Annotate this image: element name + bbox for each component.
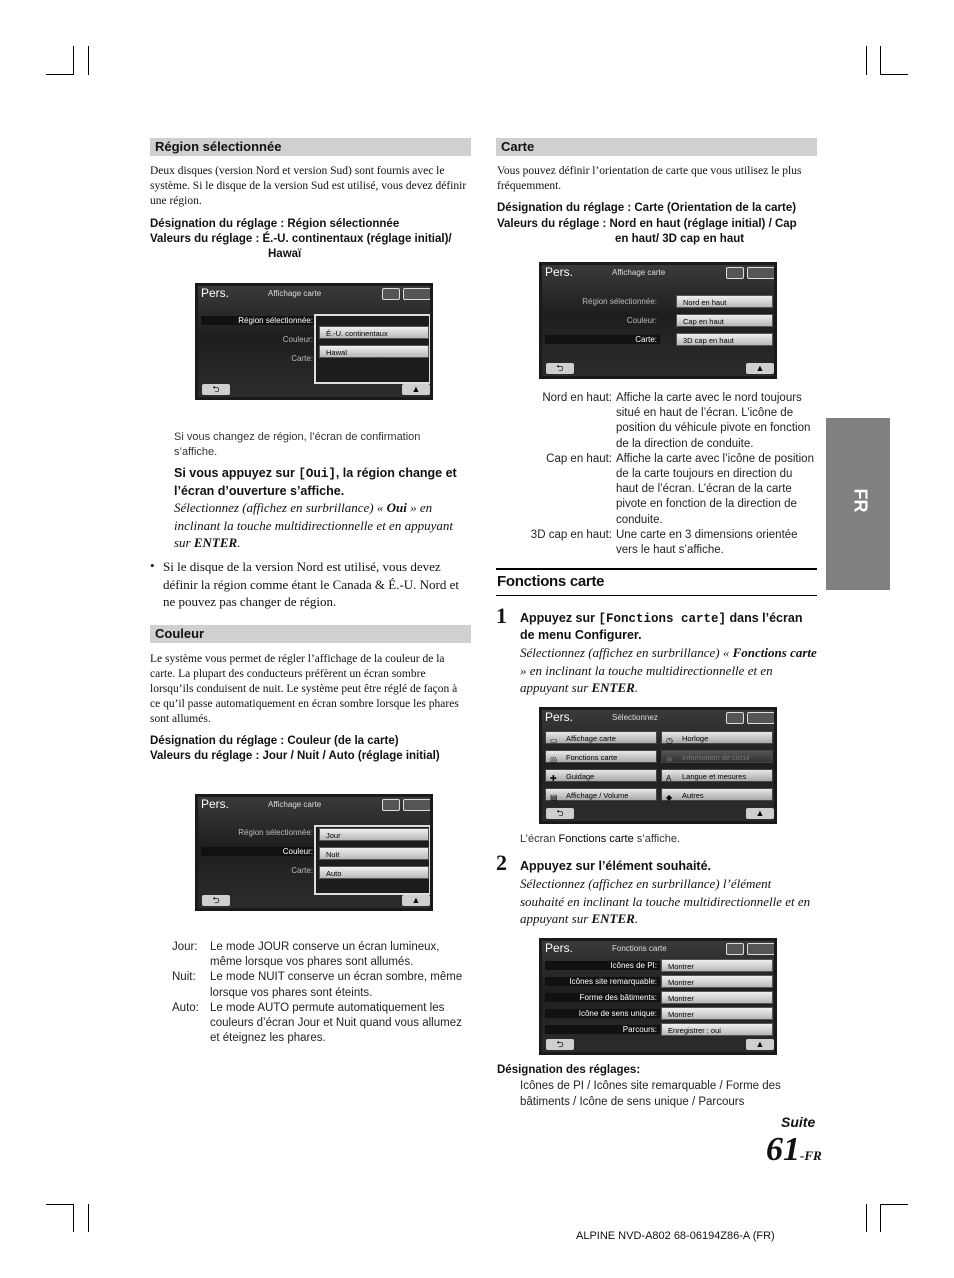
- section-heading-fonctions: Fonctions carte: [497, 573, 605, 590]
- language-icon: A: [666, 774, 672, 783]
- crop-mark: [88, 1204, 89, 1232]
- region-setting-values: Valeurs du réglage : É.-U. continentaux (réglage initial)/: [150, 233, 452, 245]
- option-continental[interactable]: É.-U. continentaux: [319, 326, 429, 339]
- carte-setting-values: Valeurs du réglage : Nord en haut (réglage initial) / Cap: [497, 218, 797, 230]
- menu-autres[interactable]: ◆ Autres: [661, 788, 773, 801]
- def-term: Cap en haut:: [546, 452, 612, 465]
- map-return-button[interactable]: ▲: [746, 363, 774, 374]
- pers-label: Pers.: [545, 265, 574, 279]
- menu-horloge[interactable]: ◷ Horloge: [661, 731, 773, 744]
- row-couleur[interactable]: Couleur:: [626, 316, 657, 325]
- menu-guidage[interactable]: ✚ Guidage: [545, 769, 657, 782]
- carte-setting-values-cont: en haut/ 3D cap en haut: [615, 233, 745, 245]
- option-nuit[interactable]: Nuit: [319, 847, 429, 860]
- oui-instruction: Si vous appuyez sur [Oui], la région change et l’écran d’ouverture s’affiche.: [174, 466, 457, 498]
- value-icones-site[interactable]: Montrer: [661, 975, 773, 988]
- couleur-setting-values: Valeurs du réglage : Jour / Nuit / Auto (réglage initial): [150, 750, 440, 762]
- designations-label: Désignation des réglages:: [497, 1064, 641, 1076]
- screen-title: Affichage carte: [268, 289, 322, 298]
- display-icon: ▭: [550, 736, 558, 745]
- step1-italic: Sélectionnez (affichez en surbrillance) « Fonctions carte » en inclinant la touche multidirectionnelle et en appuyant sur ENTER.: [520, 645, 817, 695]
- clock-icon: ◷: [666, 736, 673, 745]
- back-button[interactable]: ⮌: [202, 895, 230, 906]
- section-heading-couleur: Couleur: [150, 625, 471, 643]
- row-couleur[interactable]: Couleur:: [282, 335, 313, 344]
- region-note: Si vous changez de région, l’écran de confirmation s’affiche.: [174, 431, 421, 458]
- footer-code: ALPINE NVD-A802 68-06194Z86-A (FR): [576, 1230, 775, 1242]
- screen-title: Affichage carte: [612, 268, 666, 277]
- screen-region-selection: [195, 283, 433, 400]
- def-desc: Le mode JOUR conserve un écran lumineux, même lorsque vos phares sont allumés.: [210, 941, 440, 969]
- row-region[interactable]: Région sélectionnée:: [238, 828, 313, 837]
- row-icones-pi[interactable]: Icônes de PI:: [545, 961, 660, 970]
- def-term: 3D cap en haut:: [530, 528, 612, 541]
- carte-setting-name: Désignation du réglage : Carte (Orientation de la carte): [497, 202, 797, 214]
- designations-list: Icônes de PI / Icônes site remarquable / Forme des bâtiments / Icône de sens unique / Parcours: [520, 1080, 781, 1108]
- crop-mark: [880, 1204, 908, 1205]
- carte-definitions: [516, 391, 816, 558]
- def-term: Nord en haut:: [542, 392, 612, 404]
- crop-mark: [46, 1204, 74, 1205]
- back-button[interactable]: ⮌: [546, 1039, 574, 1050]
- value-forme-batiments[interactable]: Montrer: [661, 991, 773, 1004]
- step-number: 1: [496, 603, 507, 628]
- traffic-icon: ≋: [666, 755, 673, 764]
- language-tab-label: FR: [850, 488, 871, 513]
- row-carte[interactable]: Carte:: [545, 335, 660, 344]
- def-desc: Une carte en 3 dimensions orientée vers le haut s’affiche.: [616, 528, 798, 557]
- step2-instruction: Appuyez sur l’élément souhaité.: [520, 859, 712, 873]
- bullet-icon: •: [150, 558, 155, 573]
- screen-title: Sélectionnez: [612, 713, 658, 722]
- screen-title: Fonctions carte: [612, 944, 667, 953]
- map-icon: [382, 799, 400, 811]
- back-button[interactable]: ⮌: [546, 363, 574, 374]
- def-desc: Le mode AUTO permute automatiquement les couleurs d’écran Jour et Nuit quand vous allumez et éteignez les phares.: [210, 1001, 462, 1045]
- map-icon: [726, 267, 744, 279]
- diamond-icon: ◆: [666, 793, 673, 802]
- menu-information-circulation[interactable]: ≋ Information de circul: [661, 750, 773, 763]
- couleur-setting-name: Désignation du réglage : Couleur (de la carte): [150, 735, 399, 747]
- value-cap-en-haut[interactable]: Cap en haut: [676, 314, 773, 327]
- row-forme-batiments[interactable]: Forme des bâtiments:: [545, 993, 660, 1002]
- map-icon: [726, 943, 744, 955]
- crop-mark: [880, 1204, 881, 1232]
- carte-intro: Vous pouvez définir l’orientation de carte que vous utilisez le plus fréquemment.: [497, 165, 802, 192]
- map-function-icon: ◎: [550, 755, 557, 764]
- step2-italic: Sélectionnez (affichez en surbrillance) l’élément souhaité en inclinant la touche multidirectionnelle et en appuyant sur ENTER.: [520, 876, 811, 926]
- option-jour[interactable]: Jour: [319, 828, 429, 841]
- region-setting-name: Désignation du réglage : Région sélectionnée: [150, 218, 400, 230]
- pers-label: Pers.: [545, 941, 574, 955]
- screen-caption: L’écran Fonctions carte s’affiche.: [520, 833, 681, 845]
- row-sens-unique[interactable]: Icône de sens unique:: [545, 1009, 660, 1018]
- def-desc: Le mode NUIT conserve un écran sombre, même lorsque vos phares sont éteints.: [210, 971, 463, 999]
- language-tab: [826, 418, 890, 590]
- option-hawaii[interactable]: Hawaï: [319, 345, 429, 358]
- row-parcours[interactable]: Parcours:: [545, 1025, 660, 1034]
- def-desc: Affiche la carte avec l’icône de position de la carte toujours en direction du haut de l’écran. L’écran de la carte pivote en fonction de la direction de conduite.: [616, 452, 814, 526]
- oui-italic: Sélectionnez (affichez en surbrillance) « Oui » en inclinant la touche multidirectionnelle et en appuyant sur ENTER.: [174, 500, 453, 550]
- value-parcours[interactable]: Enregistrer : oui: [661, 1023, 773, 1036]
- map-return-button[interactable]: ▲: [402, 384, 430, 395]
- page-number: 61-FR: [766, 1131, 822, 1168]
- keypad-icon: [747, 712, 775, 724]
- screen-menu-configurer: [539, 707, 777, 824]
- screen-couleur: [195, 794, 433, 911]
- row-carte[interactable]: Carte:: [291, 354, 313, 363]
- crop-mark: [866, 1204, 867, 1232]
- keypad-icon: [403, 288, 431, 300]
- map-return-button[interactable]: ▲: [746, 808, 774, 819]
- crop-mark: [880, 46, 881, 75]
- back-button[interactable]: ⮌: [202, 384, 230, 395]
- menu-affichage-volume[interactable]: ▤ Affichage / Volume: [545, 788, 657, 801]
- map-return-button[interactable]: ▲: [746, 1039, 774, 1050]
- def-term: Jour:: [172, 941, 198, 953]
- pers-label: Pers.: [201, 286, 230, 300]
- step1-instruction: Appuyez sur [Fonctions carte] dans l’écran de menu Configurer.: [520, 611, 803, 642]
- value-icones-pi[interactable]: Montrer: [661, 959, 773, 972]
- def-term: Nuit:: [172, 971, 196, 984]
- crop-mark: [73, 1204, 74, 1232]
- row-region[interactable]: Région sélectionnée:: [201, 316, 316, 325]
- screen-title: Affichage carte: [268, 800, 322, 809]
- section-heading-region: Région sélectionnée: [150, 138, 471, 156]
- couleur-definitions: [172, 940, 468, 1046]
- row-carte[interactable]: Carte:: [291, 866, 313, 875]
- section-rule-top: [496, 568, 817, 570]
- option-auto[interactable]: Auto: [319, 866, 429, 879]
- crop-mark: [880, 74, 908, 75]
- row-icones-site[interactable]: Icônes site remarquable:: [545, 977, 660, 986]
- guidance-icon: ✚: [550, 774, 557, 783]
- row-couleur[interactable]: Couleur:: [201, 847, 316, 856]
- row-region[interactable]: Région sélectionnée:: [582, 297, 657, 306]
- back-button[interactable]: ⮌: [546, 808, 574, 819]
- value-sens-unique[interactable]: Montrer: [661, 1007, 773, 1020]
- value-nord-en-haut[interactable]: Nord en haut: [676, 295, 773, 308]
- pers-label: Pers.: [545, 710, 574, 724]
- pers-label: Pers.: [201, 797, 230, 811]
- keypad-icon: [747, 943, 775, 955]
- keypad-icon: [747, 267, 775, 279]
- crop-mark: [46, 74, 74, 75]
- step-number: 2: [496, 850, 507, 875]
- section-rule-bottom: [496, 595, 817, 596]
- region-setting-values-cont: Hawaï: [268, 248, 302, 260]
- menu-affichage-carte[interactable]: ▭ Affichage carte: [545, 731, 657, 744]
- def-term: Auto:: [172, 1001, 199, 1014]
- section-heading-carte: Carte: [496, 138, 817, 156]
- def-desc: Affiche la carte avec le nord toujours situé en haut de l’écran. L’icône de position du véhicule pivote en fonction de la direction de conduite.: [616, 392, 811, 450]
- map-icon: [726, 712, 744, 724]
- screen-fonctions-carte: [539, 938, 777, 1055]
- suite-label: Suite: [781, 1114, 816, 1130]
- crop-mark: [73, 46, 74, 75]
- region-intro: Deux disques (version Nord et version Sud) sont fournis avec le système. Si le disque de la version Sud est utilisé, vous devez définir une région.: [150, 165, 467, 207]
- volume-icon: ▤: [550, 793, 558, 802]
- map-return-button[interactable]: ▲: [402, 895, 430, 906]
- couleur-intro: Le système vous permet de régler l’affichage de la couleur de la carte. La plupart des conducteurs préfèrent un écran sombre lorsqu’ils conduisent de nuit. Le système peut être réglé de façon à ce qu’il passe automatiquement en écran sombre lorsque les phares sont allumés.: [150, 653, 459, 725]
- menu-fonctions-carte[interactable]: ◎ Fonctions carte: [545, 750, 657, 763]
- menu-langue-mesures[interactable]: A Langue et mesures: [661, 769, 773, 782]
- region-bullet: Si le disque de la version Nord est utilisé, vous devez définir la région comme étant le Canada & É.-U. Nord et ne pouvez pas changer de région.: [163, 559, 460, 609]
- crop-mark: [866, 46, 867, 75]
- keypad-icon: [403, 799, 431, 811]
- screen-carte: [539, 262, 777, 379]
- crop-mark: [88, 46, 89, 75]
- map-icon: [382, 288, 400, 300]
- value-3d-cap[interactable]: 3D cap en haut: [676, 333, 773, 346]
